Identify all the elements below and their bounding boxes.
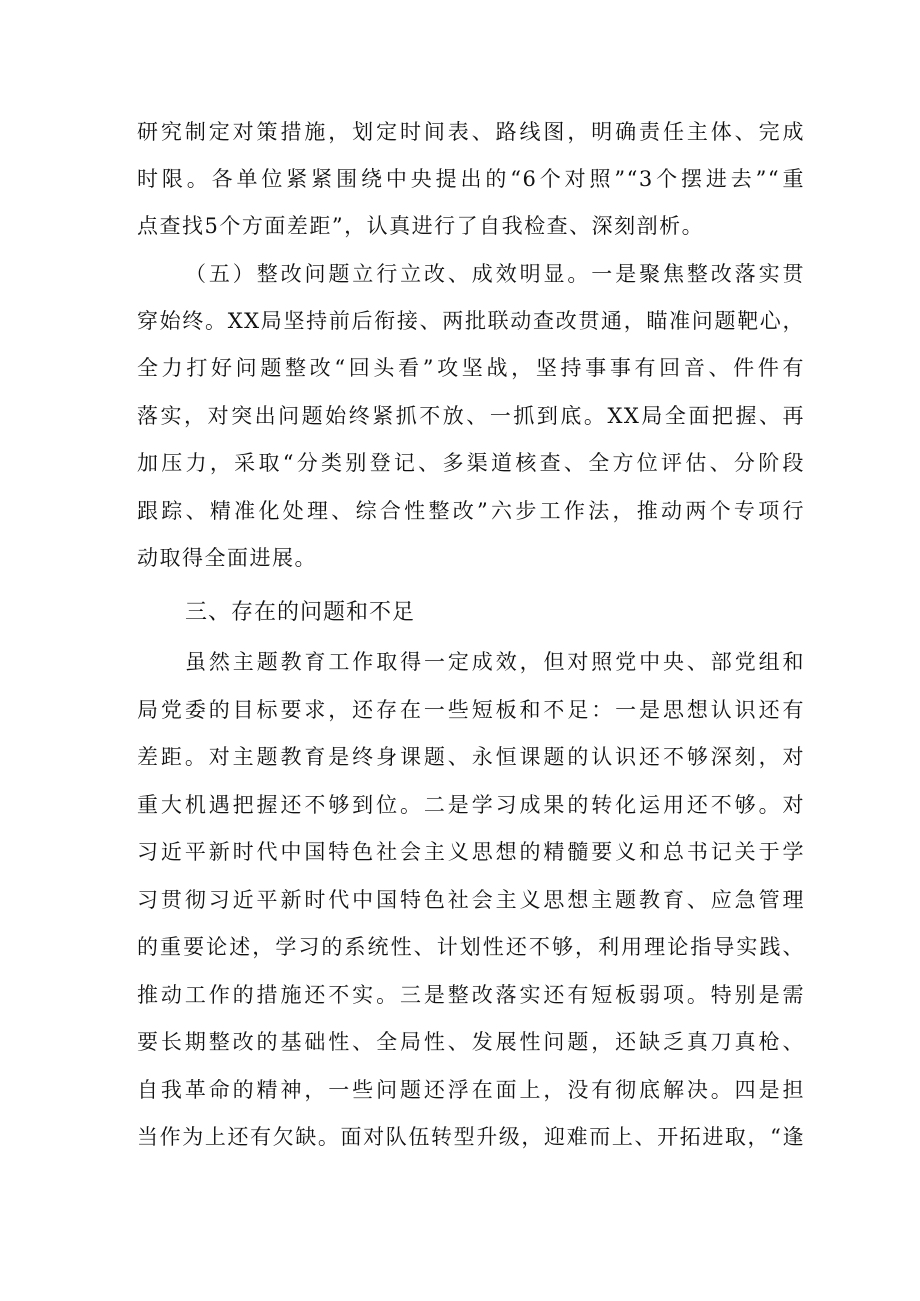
paragraph-line: 虽然主题教育工作取得一定成效，但对照党中央、部党组和 (185, 650, 805, 674)
paragraph-line: 的重要论述，学习的系统性、计划性还不够，利用理论指导实践、 (137, 935, 805, 959)
paragraph-line: 点查找5个方面差距”，认真进行了自我检查、深刻剖析。 (137, 214, 705, 238)
paragraph-line: 局党委的目标要求，还存在一些短板和不足：一是思想认识还有 (137, 698, 805, 722)
paragraph-line: 要长期整改的基础性、全局性、发展性问题，还缺乏真刀真枪、 (137, 1030, 805, 1054)
paragraph-line: 全力打好问题整改“回头看”攻坚战，坚持事事有回音、件件有 (137, 356, 805, 380)
paragraph-line: 动取得全面进展。 (137, 546, 317, 570)
paragraph-line: 跟踪、精准化处理、综合性整改”六步工作法，推动两个专项行 (137, 499, 805, 523)
paragraph-line: 加压力，采取“分类别登记、多渠道核查、全方位评估、分阶段 (137, 451, 805, 475)
paragraph-line: 习近平新时代中国特色社会主义思想的精髓要义和总书记关于学 (137, 840, 805, 864)
paragraph-line: 时限。各单位紧紧围绕中央提出的“6个对照”“3个摆进去”“重 (137, 167, 805, 191)
paragraph-line: 穿始终。XX局坚持前后衔接、两批联动查改贯通，瞄准问题靶心， (137, 309, 805, 333)
section-heading: 三、存在的问题和不足 (185, 600, 416, 625)
paragraph-line: 研究制定对策措施，划定时间表、路线图，明确责任主体、完成 (137, 120, 805, 144)
paragraph-line: 推动工作的措施还不实。三是整改落实还有短板弱项。特别是需 (137, 983, 805, 1007)
paragraph-line: 自我革命的精神，一些问题还浮在面上，没有彻底解决。四是担 (137, 1078, 805, 1102)
paragraph-line: 落实，对突出问题始终紧抓不放、一抓到底。XX局全面把握、再 (137, 404, 805, 428)
paragraph-line: 重大机遇把握还不够到位。二是学习成果的转化运用还不够。对 (137, 793, 805, 817)
paragraph-line: 差距。对主题教育是终身课题、永恒课题的认识还不够深刻，对 (137, 745, 805, 769)
paragraph-line: 习贯彻习近平新时代中国特色社会主义思想主题教育、应急管理 (137, 888, 805, 912)
paragraph-line: 当作为上还有欠缺。面对队伍转型升级，迎难而上、开拓进取，“逢 (137, 1125, 805, 1149)
paragraph-line: （五）整改问题立行立改、成效明显。一是聚焦整改落实贯 (185, 262, 805, 286)
